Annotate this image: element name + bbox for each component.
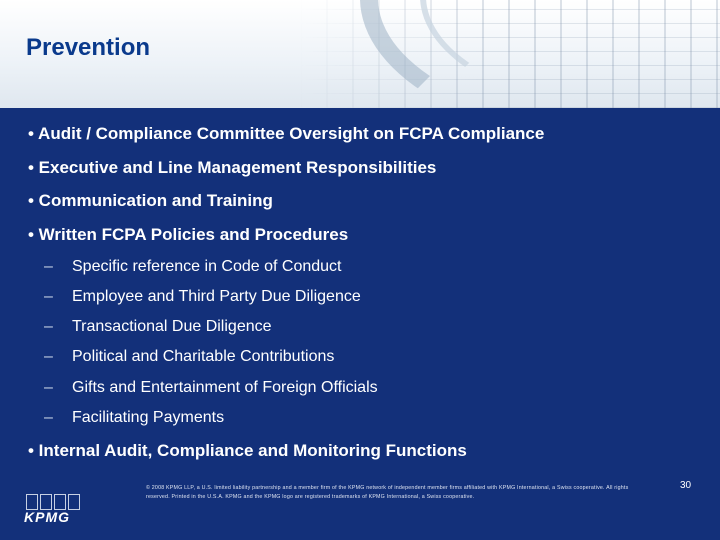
sub-item (44, 348, 334, 366)
bullet-item: • Audit / Compliance Committee Oversight on FCPA Compliance (28, 124, 545, 143)
dash-marker: – (44, 258, 53, 275)
logo-boxes (26, 494, 80, 510)
copyright-notice: © 2008 KPMG LLP, a U.S. limited liability partnership and a member firm of the KPMG network of independent member firms affiliated with KPMG International, a Swiss cooperative. All rights reserved. Printed in the U.S.A. KPMG and the KPMG logo are registered trademarks of KPMG International, a Swiss cooperative. (146, 485, 629, 500)
bullet-item: • Internal Audit, Compliance and Monitoring Functions (28, 441, 467, 460)
page-number: 30 (680, 480, 692, 491)
sub-item-label: Specific reference in Code of Conduct (72, 258, 342, 275)
sub-item-label: Transactional Due Diligence (72, 318, 272, 335)
sub-item (44, 318, 272, 336)
kpmg-logo (22, 494, 82, 528)
dash-marker: – (44, 318, 53, 335)
bullet-item: • Communication and Training (28, 191, 273, 210)
sub-item-label: Facilitating Payments (72, 409, 225, 426)
dash-marker: – (44, 348, 53, 365)
sub-item-label: Gifts and Entertainment of Foreign Officials (72, 379, 378, 396)
sub-item-label: Employee and Third Party Due Diligence (72, 288, 361, 305)
bullet-item: • Written FCPA Policies and Procedures (28, 225, 349, 244)
sub-item (44, 379, 378, 397)
slide-title: Prevention (26, 34, 151, 61)
bullet-item: • Executive and Line Management Responsibilities (28, 158, 437, 177)
sub-item (44, 288, 361, 306)
sub-item (44, 258, 341, 276)
sub-item (44, 409, 224, 427)
logo-text: KPMG (24, 509, 70, 525)
dash-marker: – (44, 409, 53, 426)
header-banner (0, 0, 720, 108)
sub-item-label: Political and Charitable Contributions (72, 348, 335, 365)
dash-marker: – (44, 379, 53, 396)
dash-marker: – (44, 288, 53, 305)
